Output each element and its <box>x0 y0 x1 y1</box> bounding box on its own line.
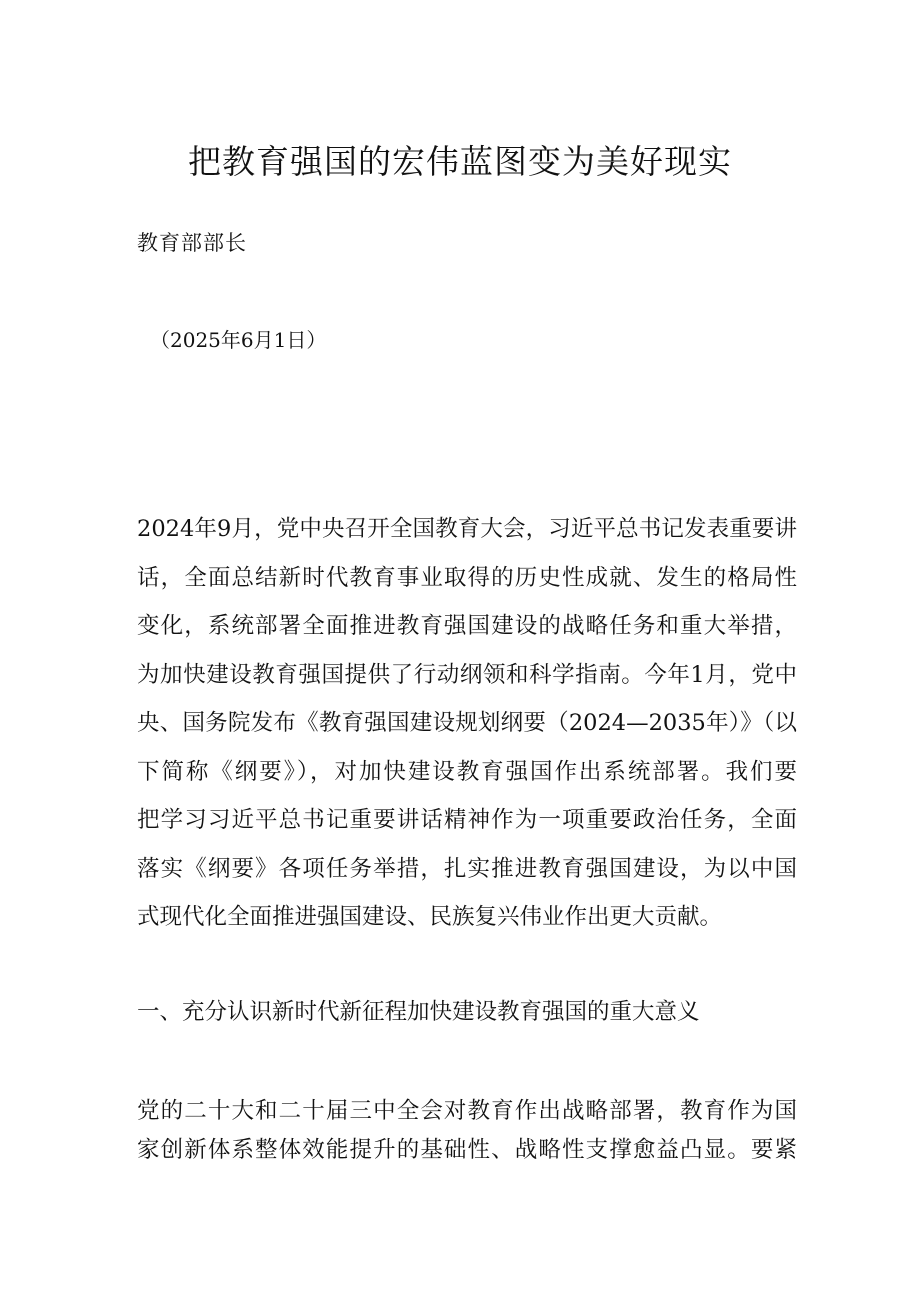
text-line: 为加快建设教育强国提供了行动纲领和科学指南。今年1月，党中 <box>137 661 797 688</box>
paragraph-intro <box>137 505 797 942</box>
document-title: 把教育强国的宏伟蓝图变为美好现实 <box>188 142 732 181</box>
section-heading: 一、充分认识新时代新征程加快建设教育强国的重大意义 <box>137 999 700 1025</box>
text-line: 落实《纲要》各项任务举措，扎实推进教育强国建设，为以中国 <box>137 855 797 882</box>
paragraph-section1 <box>137 1092 797 1170</box>
text-line: 下简称《纲要》），对加快建设教育强国作出系统部署。我们要 <box>137 758 797 785</box>
text-line: 2024年9月，党中央召开全国教育大会，习近平总书记发表重要讲 <box>137 516 797 542</box>
text-line: 党的二十大和二十届三中全会对教育作出战略部署，教育作为国 <box>137 1098 797 1124</box>
document-date: （2025年6月1日） <box>150 328 327 352</box>
text-line: 把学习习近平总书记重要讲话精神作为一项重要政治任务，全面 <box>137 807 797 833</box>
text-line: 变化，系统部署全面推进教育强国建设的战略任务和重大举措， <box>137 613 797 639</box>
text-line: 话，全面总结新时代教育事业取得的历史性成就、发生的格局性 <box>137 564 797 591</box>
text-line: 家创新体系整体效能提升的基础性、战略性支撑愈益凸显。要紧 <box>137 1137 797 1163</box>
text-line: 央、国务院发布《教育强国建设规划纲要（2024—2035年）》（以 <box>137 710 797 736</box>
document-author: 教育部部长 <box>137 231 247 255</box>
text-line: 式现代化全面推进强国建设、民族复兴伟业作出更大贡献。 <box>137 904 723 930</box>
